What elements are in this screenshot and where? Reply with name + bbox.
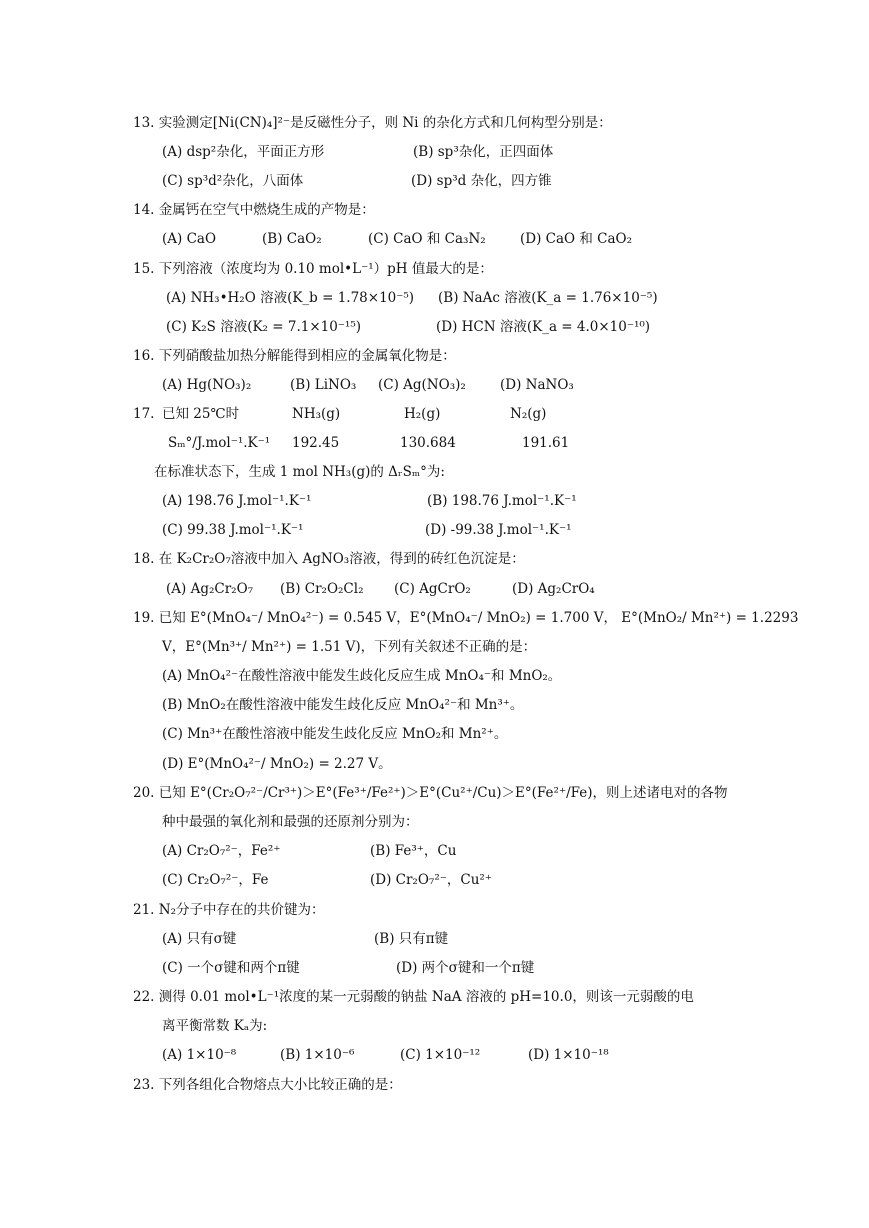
question-text-continued: 种中最强的氧化剂和最强的还原剂分别为： — [162, 814, 419, 830]
option-b: (B) 只有π键 — [374, 931, 449, 947]
option-c: (C) 一个σ键和两个π键 — [162, 960, 300, 976]
option-c: (C) Cr₂O₇²⁻，Fe — [162, 872, 269, 888]
question-15-stem — [133, 260, 493, 278]
question-number: 20. — [133, 785, 155, 801]
option-d: (D) Cr₂O₇²⁻，Cu²⁺ — [370, 872, 492, 888]
option-c: (C) 99.38 J.mol⁻¹.K⁻¹ — [162, 522, 304, 538]
question-18-stem — [133, 550, 525, 568]
question-22-stem — [133, 988, 694, 1006]
option-c: (C) Ag(NO₃)₂ — [378, 377, 466, 393]
option-b: (B) 198.76 J.mol⁻¹.K⁻¹ — [427, 493, 577, 509]
question-text: N₂分子中存在的共价键为： — [158, 902, 325, 918]
question-number: 19. — [133, 610, 155, 626]
option-b: (B) Cr₂O₂Cl₂ — [280, 581, 364, 597]
question-16-stem — [133, 347, 456, 365]
question-text: 实验测定[Ni(CN)₄]²⁻是反磁性分子，则 Ni 的杂化方式和几何构型分别是： — [158, 115, 612, 131]
option-b: (B) sp³杂化，正四面体 — [413, 144, 554, 160]
question-20-stem — [133, 784, 728, 802]
table-header-nh3: NH₃(g) — [292, 406, 341, 422]
question-19-stem — [133, 609, 798, 627]
option-d: (D) E°(MnO₄²⁻/ MnO₂) = 2.27 V。 — [162, 756, 392, 772]
table-header-n2: N₂(g) — [510, 406, 547, 422]
question-text: 已知 25℃时 — [162, 406, 240, 422]
option-c: (C) Mn³⁺在酸性溶液中能发生歧化反应 MnO₂和 Mn²⁺。 — [162, 726, 508, 742]
option-a: (A) dsp²杂化，平面正方形 — [162, 144, 325, 160]
question-text: 在标准状态下，生成 1 mol NH₃(g)的 ΔᵣSₘ°为: — [154, 464, 445, 480]
question-text: 下列各组化合物熔点大小比较正确的是： — [158, 1077, 402, 1093]
question-21-stem — [133, 901, 325, 919]
option-b: (B) CaO₂ — [262, 231, 322, 247]
question-14-stem — [133, 201, 375, 219]
question-text: 下列硝酸盐加热分解能得到相应的金属氧化物是： — [158, 348, 456, 364]
option-a: (A) Ag₂Cr₂O₇ — [166, 581, 254, 597]
option-d: (D) NaNO₃ — [500, 377, 574, 393]
question-number: 14. — [133, 202, 155, 218]
option-a: (A) Hg(NO₃)₂ — [162, 377, 252, 393]
option-a: (A) 只有σ键 — [162, 931, 237, 947]
question-text: 已知 E°(MnO₄⁻/ MnO₄²⁻) = 0.545 V，E°(MnO₄⁻/ MnO₂) = 1.700 V， E°(MnO₂/ Mn²⁺) = 1.2293 — [158, 610, 799, 626]
option-a: (A) 1×10⁻⁸ — [162, 1047, 237, 1063]
option-b: (B) 1×10⁻⁶ — [280, 1047, 355, 1063]
question-number: 15. — [133, 261, 155, 277]
question-number: 22. — [133, 989, 155, 1005]
question-number: 13. — [133, 115, 155, 131]
question-number: 16. — [133, 348, 155, 364]
option-a: (A) MnO₄²⁻在酸性溶液中能发生歧化反应生成 MnO₄⁻和 MnO₂。 — [162, 668, 562, 684]
question-text: 金属钙在空气中燃烧生成的产物是： — [158, 202, 375, 218]
table-row-label: Sₘ°/J.mol⁻¹.K⁻¹ — [168, 435, 271, 451]
option-c: (C) AgCrO₂ — [394, 581, 471, 597]
option-c: (C) K₂S 溶液(K₂ = 7.1×10⁻¹⁵) — [166, 319, 362, 335]
question-text: 在 K₂Cr₂O₇溶液中加入 AgNO₃溶液，得到的砖红色沉淀是： — [158, 551, 525, 567]
option-c: (C) CaO 和 Ca₃N₂ — [368, 231, 486, 247]
question-text: 已知 E°(Cr₂O₇²⁻/Cr³⁺)＞E°(Fe³⁺/Fe²⁺)＞E°(Cu²⁺/Cu)＞E°(Fe²⁺/Fe)，则上述诸电对的各物 — [158, 785, 728, 801]
option-d: (D) 两个σ键和一个π键 — [396, 960, 535, 976]
option-c: (C) sp³d²杂化，八面体 — [162, 173, 304, 189]
question-number: 23. — [133, 1077, 155, 1093]
option-b: (B) NaAc 溶液(K_a = 1.76×10⁻⁵) — [438, 290, 658, 306]
question-text-continued: 离平衡常数 Kₐ为: — [162, 1018, 268, 1034]
question-number: 18. — [133, 551, 155, 567]
table-value-nh3: 192.45 — [292, 435, 340, 451]
question-13-stem — [133, 114, 612, 132]
option-b: (B) LiNO₃ — [290, 377, 357, 393]
option-b: (B) Fe³⁺，Cu — [370, 843, 457, 859]
option-d: (D) sp³d 杂化，四方锥 — [411, 173, 552, 189]
question-text: 下列溶液（浓度均为 0.10 mol•L⁻¹）pH 值最大的是： — [158, 261, 493, 277]
option-c: (C) 1×10⁻¹² — [400, 1047, 481, 1063]
option-b: (B) MnO₂在酸性溶液中能发生歧化反应 MnO₄²⁻和 Mn³⁺。 — [162, 697, 524, 713]
table-value-h2: 130.684 — [400, 435, 456, 451]
question-text-continued: V，E°(Mn³⁺/ Mn²⁺) = 1.51 V)，下列有关叙述不正确的是： — [162, 639, 537, 655]
question-number: 17. — [133, 406, 155, 422]
option-a: (A) CaO — [162, 231, 217, 247]
option-d: (D) HCN 溶液(K_a = 4.0×10⁻¹⁰) — [436, 319, 651, 335]
question-number: 21. — [133, 902, 155, 918]
option-d: (D) Ag₂CrO₄ — [512, 581, 595, 597]
question-text: 测得 0.01 mol•L⁻¹浓度的某一元弱酸的钠盐 NaA 溶液的 pH=10.0，则该一元弱酸的电 — [158, 989, 694, 1005]
option-d: (D) 1×10⁻¹⁸ — [528, 1047, 609, 1063]
table-value-n2: 191.61 — [522, 435, 570, 451]
option-d: (D) CaO 和 CaO₂ — [520, 231, 633, 247]
option-a: (A) NH₃•H₂O 溶液(K_b = 1.78×10⁻⁵) — [166, 290, 415, 306]
option-a: (A) Cr₂O₇²⁻，Fe²⁺ — [162, 843, 281, 859]
option-d: (D) -99.38 J.mol⁻¹.K⁻¹ — [425, 522, 572, 538]
table-header-h2: H₂(g) — [404, 406, 441, 422]
question-23-stem — [133, 1076, 402, 1094]
option-a: (A) 198.76 J.mol⁻¹.K⁻¹ — [162, 493, 312, 509]
